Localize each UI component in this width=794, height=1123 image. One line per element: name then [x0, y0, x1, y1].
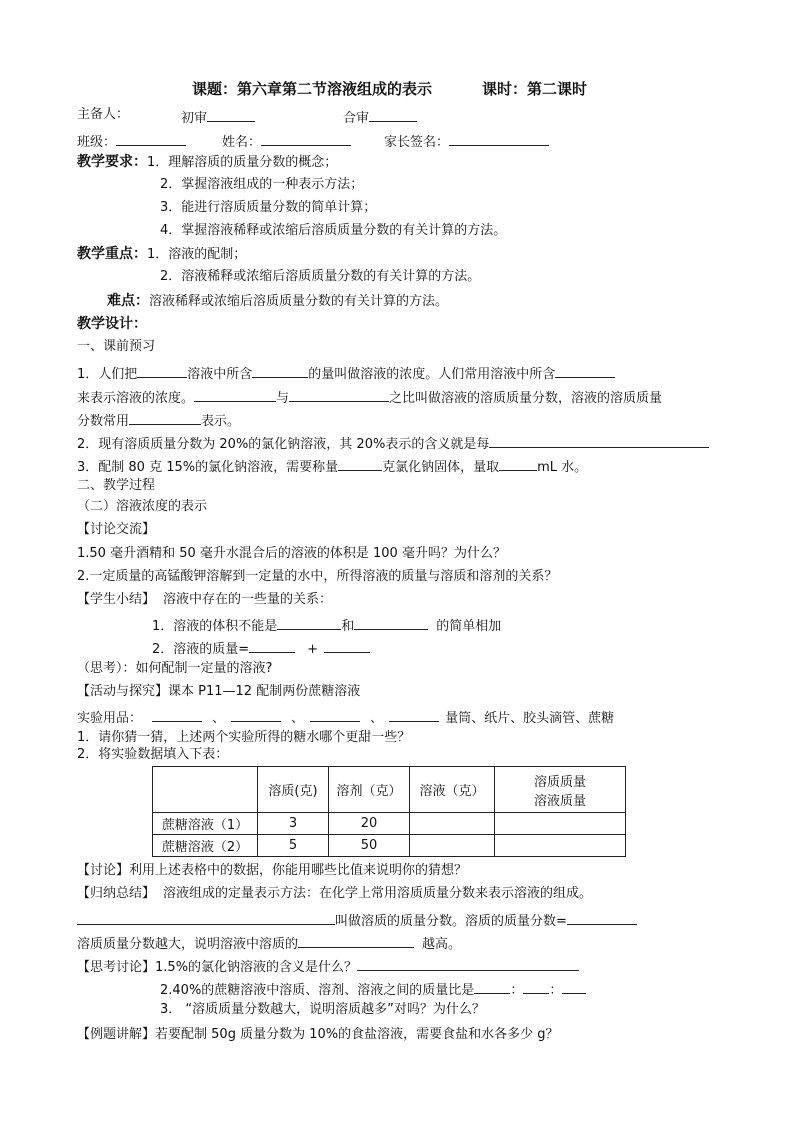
- equipment-blank-3[interactable]: [310, 706, 360, 722]
- q1-text: 之比叫做溶液的溶质质量分数，溶液的溶质质量: [389, 391, 663, 406]
- table-header-cell: 溶质(克): [258, 767, 329, 813]
- table-header-cell: [153, 767, 258, 813]
- summary-item: 的简单相加: [436, 619, 502, 634]
- equipment-blank-2[interactable]: [231, 706, 281, 722]
- process-subheading: （二）溶液浓度的表示: [77, 499, 208, 514]
- table-instruction: 2．将实验数据填入下表：: [77, 747, 229, 762]
- think-item: 2.40%的蔗糖溶液中溶质、溶剂、溶液之间的质量比是: [160, 983, 475, 998]
- q1-text: 与: [276, 391, 290, 406]
- separator: 、: [291, 711, 305, 726]
- summary-item: 2．溶液的质量=: [152, 642, 250, 657]
- summary-blank-1[interactable]: [277, 614, 341, 630]
- class-label: 班级：: [77, 135, 117, 150]
- key-point-item: 1．溶液的配制；: [147, 247, 247, 262]
- table-cell-solvent: 50: [329, 835, 410, 857]
- joint-review-field[interactable]: [369, 106, 417, 122]
- table-cell-solvent: 20: [329, 813, 410, 835]
- q3-text: 3．配制 80 克 15%的氯化钠溶液，需要称量: [77, 460, 339, 475]
- name-label: 姓名：: [222, 135, 262, 150]
- q1-blank-5[interactable]: [289, 386, 389, 402]
- ratio-colon: ：: [510, 983, 524, 998]
- activity-text: 课本 P11—12 配制两份蔗糖溶液: [168, 684, 361, 699]
- example-label: 【例题讲解】: [77, 1027, 156, 1042]
- concentration-blank[interactable]: [298, 932, 414, 948]
- table-cell-solute: 5: [258, 835, 329, 857]
- q1-blank-1[interactable]: [137, 362, 187, 378]
- preparer-label: 主备人：: [77, 107, 130, 122]
- discussion-label: 【讨论】: [77, 863, 130, 878]
- summary-label: 【学生小结】: [77, 592, 156, 607]
- class-field[interactable]: [116, 130, 186, 146]
- joint-review-label: 合审: [343, 111, 370, 126]
- fraction-numerator: 溶质质量: [533, 774, 586, 790]
- table-header-cell: 溶剂（克）: [329, 767, 410, 813]
- definition-text: 叫做溶质的质量分数。溶质的质量分数=: [335, 914, 567, 929]
- q1-blank-6[interactable]: [129, 409, 201, 425]
- example-text: 若要配制 50g 质量分数为 10%的食盐溶液，需要食盐和水各多少 g？: [155, 1027, 559, 1042]
- preview-heading: 一、课前预习: [77, 339, 156, 354]
- equipment-blank-4[interactable]: [389, 706, 439, 722]
- ratio-blank-2[interactable]: [523, 978, 549, 994]
- key-points-label: 教学重点：: [77, 246, 147, 262]
- table-cell-name: 蔗糖溶液（2）: [153, 835, 258, 857]
- ratio-blank-1[interactable]: [474, 978, 510, 994]
- separator: 、: [212, 711, 226, 726]
- q1-blank-4[interactable]: [194, 386, 276, 402]
- parent-signature-field[interactable]: [449, 130, 549, 146]
- equipment-tail: 量筒、纸片、胶头滴管、蔗糖: [445, 711, 615, 726]
- table-header-fraction: [495, 767, 626, 813]
- difficulty-label: 难点：: [107, 293, 149, 309]
- q2-blank[interactable]: [489, 432, 709, 448]
- table-header-cell: 溶液（克）: [410, 767, 495, 813]
- design-label: 教学设计：: [77, 316, 147, 332]
- table-header-row: [153, 767, 626, 813]
- requirement-item: 2．掌握溶液组成的一种表示方法；: [160, 177, 364, 192]
- summary-blank-3[interactable]: [249, 637, 295, 653]
- conclusion-label: 【归纳总结】: [77, 886, 156, 901]
- name-field[interactable]: [261, 130, 351, 146]
- think-text: （思考）：如何配制一定量的溶液?: [77, 661, 273, 676]
- q1-text: 的量叫做溶液的浓度。人们常用溶液中所含: [308, 367, 556, 382]
- discuss-item: 2.一定质量的高锰酸钾溶解到一定量的水中，所得溶液的质量与溶质和溶剂的关系？: [77, 569, 558, 584]
- summary-item: +: [307, 642, 319, 657]
- q3-blank-1[interactable]: [338, 455, 382, 471]
- think-discuss-label: 【思考讨论】: [77, 960, 156, 975]
- discussion-text: 利用上述表格中的数据，你能用哪些比值来说明你的猜想？: [129, 863, 468, 878]
- concentration-text: 溶质质量分数越大，说明溶液中溶质的: [77, 937, 299, 952]
- q1-text: 溶液中所含: [187, 367, 253, 382]
- fraction-denominator: 溶液质量: [533, 793, 586, 809]
- q1-blank-3[interactable]: [555, 362, 615, 378]
- table-cell-name: 蔗糖溶液（1）: [153, 813, 258, 835]
- q1-blank-2[interactable]: [252, 362, 308, 378]
- summary-blank-4[interactable]: [324, 637, 370, 653]
- formula-blank[interactable]: [567, 909, 637, 925]
- table-cell-ratio[interactable]: [495, 835, 626, 857]
- first-review-field[interactable]: [207, 106, 255, 122]
- q3-text: mL 水。: [537, 460, 588, 475]
- table-cell-solution[interactable]: [410, 813, 495, 835]
- discuss-label: 【讨论交流】: [77, 522, 156, 537]
- table-row: [153, 835, 626, 857]
- q3-blank-2[interactable]: [499, 455, 537, 471]
- activity-label: 【活动与探究】: [77, 684, 169, 699]
- q1-text: 1．人们把: [77, 367, 138, 382]
- think-item: 1.5%的氯化钠溶液的含义是什么？: [155, 960, 358, 975]
- think-item: 3． “溶质质量分数越大，说明溶质越多”对吗？为什么？: [160, 1002, 485, 1017]
- data-table: [152, 766, 626, 857]
- summary-blank-2[interactable]: [354, 614, 428, 630]
- conclusion-text: 溶液组成的定量表示方法：在化学上常用溶质质量分数来表示溶液的组成。: [163, 886, 593, 901]
- requirement-item: 4．掌握溶液稀释或浓缩后溶质质量分数的有关计算的方法。: [160, 223, 507, 238]
- parent-signature-label: 家长签名：: [384, 135, 450, 150]
- process-heading: 二、教学过程: [77, 478, 156, 493]
- q1-text: 来表示溶液的浓度。: [77, 391, 195, 406]
- q3-text: 克氯化钠固体，量取: [382, 460, 500, 475]
- table-cell-solution[interactable]: [410, 835, 495, 857]
- definition-blank[interactable]: [77, 909, 335, 925]
- think-blank-1[interactable]: [357, 955, 579, 971]
- guess-question: 1．请你猜一猜，上述两个实验所得的糖水哪个更甜一些？: [77, 730, 411, 745]
- requirement-item: 3．能进行溶质质量分数的简单计算；: [160, 200, 377, 215]
- q1-text: 表示。: [201, 414, 241, 429]
- table-cell-solute: 3: [258, 813, 329, 835]
- q1-text: 分数常用: [77, 414, 130, 429]
- requirements-label: 教学要求：: [77, 154, 147, 170]
- table-cell-ratio[interactable]: [495, 813, 626, 835]
- ratio-colon: ：: [549, 983, 563, 998]
- requirement-item: 1．理解溶质的质量分数的概念；: [147, 155, 338, 170]
- key-point-item: 2．溶液稀释或浓缩后溶质质量分数的有关计算的方法。: [160, 269, 481, 284]
- table-row: [153, 813, 626, 835]
- page-title: 课题：第六章第二节溶液组成的表示: [192, 80, 433, 98]
- first-review-label: 初审: [181, 111, 208, 126]
- equipment-blank-1[interactable]: [152, 706, 202, 722]
- q2-text: 2．现有溶质质量分数为 20%的氯化钠溶液，其 20%表示的含义就是每: [77, 437, 490, 452]
- discuss-item: 1.50 毫升酒精和 50 毫升水混合后的溶液的体积是 100 毫升吗？为什么？: [77, 546, 506, 561]
- lesson-period: 课时：第二课时: [482, 80, 588, 98]
- summary-item: 1．溶液的体积不能是: [152, 619, 278, 634]
- equipment-label: 实验用品：: [77, 711, 143, 726]
- separator: 、: [370, 711, 384, 726]
- ratio-blank-3[interactable]: [562, 978, 586, 994]
- summary-item: 和: [341, 619, 355, 634]
- difficulty-text: 溶液稀释或浓缩后溶质质量分数的有关计算的方法。: [149, 294, 449, 309]
- summary-text: 溶液中存在的一些量的关系：: [163, 592, 333, 607]
- concentration-text: 越高。: [422, 937, 462, 952]
